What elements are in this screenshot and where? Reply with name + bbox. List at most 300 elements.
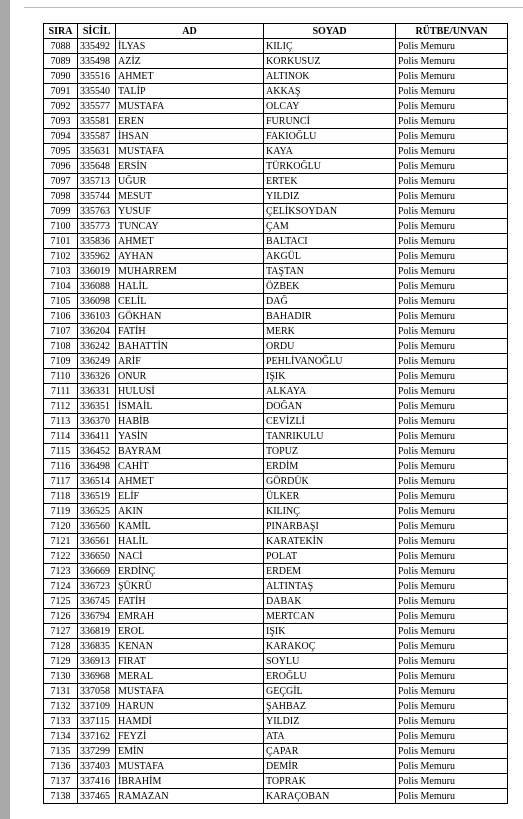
cell-sira: 7124	[44, 579, 78, 594]
cell-sira: 7090	[44, 69, 78, 84]
table-row	[44, 234, 508, 249]
cell-soyad: ERDEM	[264, 564, 396, 579]
table-row	[44, 414, 508, 429]
cell-soyad: AKKAŞ	[264, 84, 396, 99]
cell-soyad: ALKAYA	[264, 384, 396, 399]
cell-sicil: 337115	[78, 714, 116, 729]
cell-sira: 7131	[44, 684, 78, 699]
cell-sira: 7118	[44, 489, 78, 504]
cell-ad: İHSAN	[116, 129, 264, 144]
cell-soyad: ÖZBEK	[264, 279, 396, 294]
cell-sicil: 335836	[78, 234, 116, 249]
cell-rutbe-unvan: Polis Memuru	[396, 444, 508, 459]
cell-sicil: 336669	[78, 564, 116, 579]
cell-rutbe-unvan: Polis Memuru	[396, 474, 508, 489]
table-row	[44, 519, 508, 534]
cell-soyad: IŞIK	[264, 624, 396, 639]
cell-ad: GÖKHAN	[116, 309, 264, 324]
cell-sira: 7129	[44, 654, 78, 669]
cell-ad: FATİH	[116, 594, 264, 609]
cell-sira: 7125	[44, 594, 78, 609]
cell-ad: HABİB	[116, 414, 264, 429]
cell-sira: 7114	[44, 429, 78, 444]
cell-rutbe-unvan: Polis Memuru	[396, 234, 508, 249]
cell-sira: 7130	[44, 669, 78, 684]
cell-sicil: 336019	[78, 264, 116, 279]
table-row	[44, 669, 508, 684]
cell-soyad: ŞAHBAZ	[264, 699, 396, 714]
cell-sira: 7116	[44, 459, 78, 474]
cell-sicil: 336519	[78, 489, 116, 504]
cell-soyad: ÇAM	[264, 219, 396, 234]
cell-rutbe-unvan: Polis Memuru	[396, 309, 508, 324]
cell-sicil: 336370	[78, 414, 116, 429]
cell-soyad: KARAKOÇ	[264, 639, 396, 654]
header-soyad: SOYAD	[264, 24, 396, 39]
cell-soyad: DOĞAN	[264, 399, 396, 414]
cell-rutbe-unvan: Polis Memuru	[396, 714, 508, 729]
cell-sicil: 335713	[78, 174, 116, 189]
cell-ad: YUSUF	[116, 204, 264, 219]
table-row	[44, 594, 508, 609]
cell-rutbe-unvan: Polis Memuru	[396, 639, 508, 654]
cell-ad: MERAL	[116, 669, 264, 684]
cell-sicil: 336242	[78, 339, 116, 354]
cell-sira: 7096	[44, 159, 78, 174]
table-row	[44, 744, 508, 759]
cell-ad: CELİL	[116, 294, 264, 309]
cell-ad: MESUT	[116, 189, 264, 204]
cell-rutbe-unvan: Polis Memuru	[396, 249, 508, 264]
viewer-left-margin	[0, 0, 10, 819]
table-row	[44, 504, 508, 519]
cell-ad: BAYRAM	[116, 444, 264, 459]
cell-ad: MUSTAFA	[116, 144, 264, 159]
cell-rutbe-unvan: Polis Memuru	[396, 459, 508, 474]
cell-sira: 7099	[44, 204, 78, 219]
cell-sicil: 335516	[78, 69, 116, 84]
cell-ad: AZİZ	[116, 54, 264, 69]
cell-rutbe-unvan: Polis Memuru	[396, 114, 508, 129]
cell-sira: 7126	[44, 609, 78, 624]
cell-rutbe-unvan: Polis Memuru	[396, 99, 508, 114]
cell-ad: MUSTAFA	[116, 684, 264, 699]
table-row	[44, 294, 508, 309]
cell-rutbe-unvan: Polis Memuru	[396, 84, 508, 99]
cell-soyad: EROĞLU	[264, 669, 396, 684]
cell-soyad: ERDİM	[264, 459, 396, 474]
cell-sira: 7133	[44, 714, 78, 729]
cell-rutbe-unvan: Polis Memuru	[396, 339, 508, 354]
table-row	[44, 324, 508, 339]
cell-soyad: YILDIZ	[264, 714, 396, 729]
cell-soyad: KILIÇ	[264, 39, 396, 54]
cell-soyad: MERTCAN	[264, 609, 396, 624]
cell-sicil: 335492	[78, 39, 116, 54]
cell-soyad: ALTINTAŞ	[264, 579, 396, 594]
cell-sira: 7105	[44, 294, 78, 309]
page-top-rule	[24, 7, 523, 8]
cell-sicil: 336819	[78, 624, 116, 639]
cell-sira: 7113	[44, 414, 78, 429]
table-row	[44, 354, 508, 369]
cell-rutbe-unvan: Polis Memuru	[396, 369, 508, 384]
cell-rutbe-unvan: Polis Memuru	[396, 174, 508, 189]
cell-soyad: KARAÇOBAN	[264, 789, 396, 804]
cell-sicil: 336204	[78, 324, 116, 339]
cell-sira: 7138	[44, 789, 78, 804]
cell-soyad: ÇELİKSOYDAN	[264, 204, 396, 219]
cell-soyad: SOYLU	[264, 654, 396, 669]
table-row	[44, 309, 508, 324]
cell-soyad: YILDIZ	[264, 189, 396, 204]
cell-sira: 7123	[44, 564, 78, 579]
cell-sira: 7103	[44, 264, 78, 279]
cell-sicil: 335773	[78, 219, 116, 234]
cell-sira: 7088	[44, 39, 78, 54]
cell-sira: 7097	[44, 174, 78, 189]
cell-soyad: KAYA	[264, 144, 396, 159]
cell-rutbe-unvan: Polis Memuru	[396, 279, 508, 294]
table-row	[44, 639, 508, 654]
cell-sira: 7136	[44, 759, 78, 774]
cell-sira: 7100	[44, 219, 78, 234]
table-row	[44, 174, 508, 189]
cell-soyad: BAHADIR	[264, 309, 396, 324]
cell-rutbe-unvan: Polis Memuru	[396, 759, 508, 774]
cell-soyad: ORDU	[264, 339, 396, 354]
table-header-row	[44, 24, 508, 39]
cell-ad: TALİP	[116, 84, 264, 99]
cell-ad: FEYZİ	[116, 729, 264, 744]
table-row	[44, 279, 508, 294]
table-row	[44, 444, 508, 459]
cell-rutbe-unvan: Polis Memuru	[396, 324, 508, 339]
cell-rutbe-unvan: Polis Memuru	[396, 489, 508, 504]
table-row	[44, 399, 508, 414]
cell-sira: 7101	[44, 234, 78, 249]
cell-ad: BAHATTİN	[116, 339, 264, 354]
cell-ad: MUSTAFA	[116, 759, 264, 774]
cell-sicil: 336525	[78, 504, 116, 519]
cell-soyad: GEÇGİL	[264, 684, 396, 699]
cell-sicil: 336968	[78, 669, 116, 684]
table-row	[44, 474, 508, 489]
cell-sicil: 337403	[78, 759, 116, 774]
cell-sicil: 336723	[78, 579, 116, 594]
table-row	[44, 489, 508, 504]
cell-ad: FATİH	[116, 324, 264, 339]
cell-ad: ERSİN	[116, 159, 264, 174]
table-row	[44, 189, 508, 204]
cell-sicil: 336249	[78, 354, 116, 369]
cell-sira: 7102	[44, 249, 78, 264]
cell-rutbe-unvan: Polis Memuru	[396, 384, 508, 399]
cell-soyad: DEMİR	[264, 759, 396, 774]
cell-rutbe-unvan: Polis Memuru	[396, 189, 508, 204]
cell-rutbe-unvan: Polis Memuru	[396, 504, 508, 519]
cell-ad: FIRAT	[116, 654, 264, 669]
cell-soyad: ATA	[264, 729, 396, 744]
cell-ad: ELİF	[116, 489, 264, 504]
cell-soyad: ÜLKER	[264, 489, 396, 504]
cell-ad: İBRAHİM	[116, 774, 264, 789]
cell-sicil: 335763	[78, 204, 116, 219]
cell-ad: İLYAS	[116, 39, 264, 54]
cell-sira: 7117	[44, 474, 78, 489]
cell-rutbe-unvan: Polis Memuru	[396, 69, 508, 84]
cell-sicil: 336411	[78, 429, 116, 444]
cell-sicil: 336561	[78, 534, 116, 549]
table-row	[44, 429, 508, 444]
cell-soyad: TOPUZ	[264, 444, 396, 459]
table-row	[44, 714, 508, 729]
cell-rutbe-unvan: Polis Memuru	[396, 609, 508, 624]
cell-rutbe-unvan: Polis Memuru	[396, 579, 508, 594]
cell-soyad: IŞIK	[264, 369, 396, 384]
cell-ad: TUNCAY	[116, 219, 264, 234]
cell-rutbe-unvan: Polis Memuru	[396, 624, 508, 639]
cell-sicil: 336326	[78, 369, 116, 384]
table-row	[44, 39, 508, 54]
table-row	[44, 84, 508, 99]
cell-soyad: CEVİZLİ	[264, 414, 396, 429]
personnel-table	[43, 23, 508, 804]
cell-soyad: KORKUSUZ	[264, 54, 396, 69]
cell-sicil: 337162	[78, 729, 116, 744]
cell-rutbe-unvan: Polis Memuru	[396, 39, 508, 54]
cell-rutbe-unvan: Polis Memuru	[396, 264, 508, 279]
cell-sira: 7095	[44, 144, 78, 159]
cell-ad: ONUR	[116, 369, 264, 384]
table-row	[44, 759, 508, 774]
cell-rutbe-unvan: Polis Memuru	[396, 399, 508, 414]
cell-sicil: 336103	[78, 309, 116, 324]
cell-sira: 7135	[44, 744, 78, 759]
cell-sira: 7120	[44, 519, 78, 534]
table-row	[44, 99, 508, 114]
cell-sira: 7109	[44, 354, 78, 369]
cell-sicil: 337109	[78, 699, 116, 714]
cell-rutbe-unvan: Polis Memuru	[396, 414, 508, 429]
cell-sicil: 337416	[78, 774, 116, 789]
cell-sicil: 336835	[78, 639, 116, 654]
table-row	[44, 699, 508, 714]
cell-rutbe-unvan: Polis Memuru	[396, 144, 508, 159]
cell-sicil: 336452	[78, 444, 116, 459]
header-ad: AD	[116, 24, 264, 39]
table-row	[44, 654, 508, 669]
cell-ad: KENAN	[116, 639, 264, 654]
table-row	[44, 369, 508, 384]
cell-rutbe-unvan: Polis Memuru	[396, 54, 508, 69]
cell-sicil: 336088	[78, 279, 116, 294]
cell-ad: RAMAZAN	[116, 789, 264, 804]
table-row	[44, 54, 508, 69]
cell-ad: CAHİT	[116, 459, 264, 474]
cell-soyad: POLAT	[264, 549, 396, 564]
cell-sicil: 335540	[78, 84, 116, 99]
table-row	[44, 159, 508, 174]
cell-sira: 7110	[44, 369, 78, 384]
cell-sira: 7104	[44, 279, 78, 294]
cell-soyad: DAĞ	[264, 294, 396, 309]
cell-rutbe-unvan: Polis Memuru	[396, 684, 508, 699]
cell-sicil: 335631	[78, 144, 116, 159]
cell-soyad: AKGÜL	[264, 249, 396, 264]
cell-sicil: 336514	[78, 474, 116, 489]
table-row	[44, 339, 508, 354]
cell-ad: AYHAN	[116, 249, 264, 264]
cell-sicil: 337058	[78, 684, 116, 699]
cell-sira: 7106	[44, 309, 78, 324]
cell-sicil: 335577	[78, 99, 116, 114]
cell-sira: 7093	[44, 114, 78, 129]
cell-rutbe-unvan: Polis Memuru	[396, 654, 508, 669]
cell-rutbe-unvan: Polis Memuru	[396, 774, 508, 789]
cell-soyad: GÖRDÜK	[264, 474, 396, 489]
table-row	[44, 729, 508, 744]
cell-ad: HULUSİ	[116, 384, 264, 399]
cell-sicil: 335744	[78, 189, 116, 204]
cell-soyad: ALTINOK	[264, 69, 396, 84]
cell-soyad: TOPRAK	[264, 774, 396, 789]
table-row	[44, 384, 508, 399]
cell-sicil: 335648	[78, 159, 116, 174]
cell-rutbe-unvan: Polis Memuru	[396, 744, 508, 759]
cell-ad: AHMET	[116, 69, 264, 84]
table-row	[44, 69, 508, 84]
table-row	[44, 249, 508, 264]
cell-ad: AHMET	[116, 234, 264, 249]
cell-sicil: 336745	[78, 594, 116, 609]
cell-rutbe-unvan: Polis Memuru	[396, 354, 508, 369]
cell-ad: EMRAH	[116, 609, 264, 624]
cell-rutbe-unvan: Polis Memuru	[396, 594, 508, 609]
cell-rutbe-unvan: Polis Memuru	[396, 204, 508, 219]
cell-soyad: FAKIOĞLU	[264, 129, 396, 144]
cell-sicil: 336794	[78, 609, 116, 624]
cell-rutbe-unvan: Polis Memuru	[396, 564, 508, 579]
cell-sicil: 335962	[78, 249, 116, 264]
cell-soyad: PINARBAŞI	[264, 519, 396, 534]
cell-ad: HARUN	[116, 699, 264, 714]
cell-ad: ARİF	[116, 354, 264, 369]
cell-sira: 7122	[44, 549, 78, 564]
cell-sicil: 336498	[78, 459, 116, 474]
cell-sicil: 337299	[78, 744, 116, 759]
cell-sira: 7128	[44, 639, 78, 654]
table-row	[44, 789, 508, 804]
table-row	[44, 579, 508, 594]
cell-soyad: TAŞTAN	[264, 264, 396, 279]
cell-sicil: 336650	[78, 549, 116, 564]
cell-sira: 7092	[44, 99, 78, 114]
table-row	[44, 129, 508, 144]
table-row	[44, 534, 508, 549]
table-row	[44, 684, 508, 699]
cell-sira: 7121	[44, 534, 78, 549]
table-row	[44, 459, 508, 474]
cell-ad: EREN	[116, 114, 264, 129]
cell-ad: KAMİL	[116, 519, 264, 534]
cell-sicil: 336560	[78, 519, 116, 534]
header-sira: SIRA	[44, 24, 78, 39]
cell-sicil: 337465	[78, 789, 116, 804]
cell-sira: 7108	[44, 339, 78, 354]
cell-rutbe-unvan: Polis Memuru	[396, 549, 508, 564]
cell-sira: 7111	[44, 384, 78, 399]
cell-soyad: OLCAY	[264, 99, 396, 114]
table-row	[44, 624, 508, 639]
cell-ad: AHMET	[116, 474, 264, 489]
cell-soyad: KILINÇ	[264, 504, 396, 519]
table-row	[44, 144, 508, 159]
table-row	[44, 609, 508, 624]
cell-sira: 7094	[44, 129, 78, 144]
cell-ad: ERDİNÇ	[116, 564, 264, 579]
cell-sira: 7134	[44, 729, 78, 744]
cell-sicil: 335587	[78, 129, 116, 144]
cell-sicil: 335498	[78, 54, 116, 69]
cell-sicil: 336351	[78, 399, 116, 414]
cell-soyad: TÜRKOĞLU	[264, 159, 396, 174]
table-row	[44, 549, 508, 564]
cell-rutbe-unvan: Polis Memuru	[396, 159, 508, 174]
cell-rutbe-unvan: Polis Memuru	[396, 729, 508, 744]
cell-ad: HAMDİ	[116, 714, 264, 729]
cell-soyad: TANRIKULU	[264, 429, 396, 444]
cell-rutbe-unvan: Polis Memuru	[396, 534, 508, 549]
cell-ad: ŞÜKRÜ	[116, 579, 264, 594]
cell-sira: 7089	[44, 54, 78, 69]
cell-sicil: 336913	[78, 654, 116, 669]
table-row	[44, 114, 508, 129]
cell-sira: 7107	[44, 324, 78, 339]
cell-ad: EROL	[116, 624, 264, 639]
cell-sira: 7119	[44, 504, 78, 519]
cell-sira: 7098	[44, 189, 78, 204]
cell-ad: YASİN	[116, 429, 264, 444]
cell-sira: 7112	[44, 399, 78, 414]
cell-ad: AKIN	[116, 504, 264, 519]
cell-rutbe-unvan: Polis Memuru	[396, 699, 508, 714]
cell-ad: HALİL	[116, 534, 264, 549]
cell-rutbe-unvan: Polis Memuru	[396, 669, 508, 684]
header-rutbe-unvan: RÜTBE/UNVAN	[396, 24, 508, 39]
cell-soyad: FURUNCİ	[264, 114, 396, 129]
table-row	[44, 204, 508, 219]
table-row	[44, 219, 508, 234]
cell-soyad: DABAK	[264, 594, 396, 609]
cell-ad: HALİL	[116, 279, 264, 294]
cell-ad: NACİ	[116, 549, 264, 564]
cell-ad: MUSTAFA	[116, 99, 264, 114]
cell-soyad: PEHLİVANOĞLU	[264, 354, 396, 369]
table-row	[44, 264, 508, 279]
cell-rutbe-unvan: Polis Memuru	[396, 429, 508, 444]
cell-sicil: 336098	[78, 294, 116, 309]
table-row	[44, 564, 508, 579]
cell-soyad: ERTEK	[264, 174, 396, 189]
cell-ad: MUHARREM	[116, 264, 264, 279]
cell-sicil: 335581	[78, 114, 116, 129]
cell-rutbe-unvan: Polis Memuru	[396, 789, 508, 804]
cell-sira: 7127	[44, 624, 78, 639]
cell-ad: UĞUR	[116, 174, 264, 189]
cell-rutbe-unvan: Polis Memuru	[396, 519, 508, 534]
cell-sira: 7137	[44, 774, 78, 789]
